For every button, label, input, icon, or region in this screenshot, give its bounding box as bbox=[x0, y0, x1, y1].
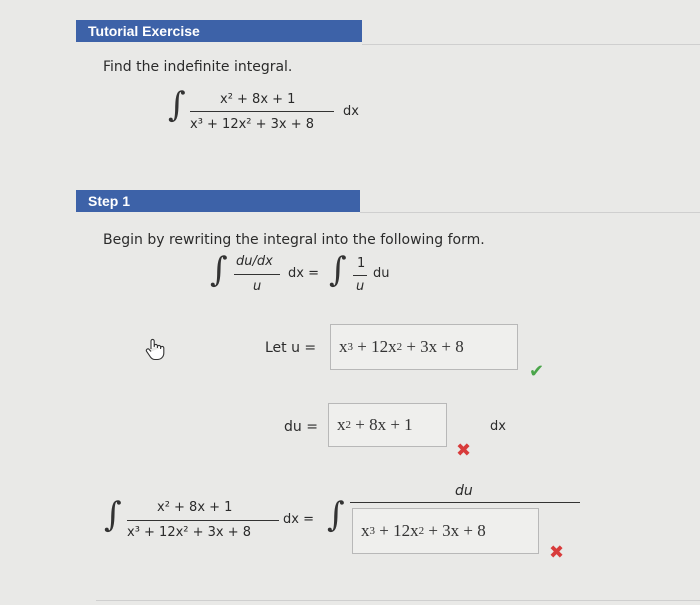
final-answer-exp2: 2 bbox=[418, 525, 425, 537]
bottom-divider bbox=[96, 600, 700, 601]
du-answer-field[interactable] bbox=[328, 403, 447, 447]
u-answer-tail: + 3x + 8 bbox=[402, 337, 464, 356]
final-rhs-numerator: du bbox=[455, 483, 473, 499]
du-answer-base: x bbox=[337, 415, 346, 434]
integrand-fraction-bar bbox=[190, 111, 334, 112]
let-u-label: Let u = bbox=[265, 340, 317, 356]
final-answer-tail: + 3x + 8 bbox=[424, 521, 486, 540]
integrand-differential: dx bbox=[343, 104, 359, 119]
u-answer-mid: + 12x bbox=[353, 337, 397, 356]
final-answer-exp3: 3 bbox=[369, 525, 375, 537]
final-answer-field[interactable] bbox=[352, 508, 539, 554]
form-integral-right-icon: ∫ bbox=[329, 250, 347, 290]
du-label: du = bbox=[284, 419, 318, 435]
hand-pointer-icon bbox=[144, 337, 166, 361]
tutorial-header: Tutorial Exercise bbox=[76, 20, 362, 42]
du-suffix-dx: dx bbox=[490, 419, 506, 434]
tutorial-divider bbox=[362, 44, 700, 45]
step1-header: Step 1 bbox=[76, 190, 360, 212]
final-answer-mid: + 12x bbox=[375, 521, 419, 540]
u-answer-exp3: 3 bbox=[347, 341, 353, 353]
step1-divider bbox=[360, 212, 700, 213]
u-answer-field[interactable] bbox=[330, 324, 518, 370]
form-left-dx: dx = bbox=[288, 266, 319, 281]
integrand-denominator: x³ + 12x² + 3x + 8 bbox=[190, 117, 315, 132]
final-integral-left-icon: ∫ bbox=[104, 495, 122, 535]
step1-instruction: Begin by rewriting the integral into the following form. bbox=[103, 232, 485, 248]
u-answer-exp2: 2 bbox=[396, 341, 403, 353]
u-answer-base: x bbox=[339, 337, 348, 356]
form-right-numerator: 1 bbox=[357, 256, 366, 271]
form-right-du: du bbox=[373, 266, 390, 281]
form-left-denominator: u bbox=[253, 279, 262, 294]
final-answer-base: x bbox=[361, 521, 370, 540]
form-left-numerator: du/dx bbox=[236, 254, 273, 269]
form-integral-left-icon: ∫ bbox=[210, 250, 228, 290]
tutorial-prompt: Find the indefinite integral. bbox=[103, 59, 293, 75]
du-answer-tail: + 8x + 1 bbox=[351, 415, 413, 434]
final-incorrect-x-icon: ✖ bbox=[549, 542, 565, 563]
final-rhs-fraction-bar bbox=[350, 502, 580, 503]
form-left-fraction-bar bbox=[234, 274, 280, 275]
du-answer-exp2: 2 bbox=[345, 419, 351, 431]
final-dx: dx = bbox=[283, 512, 314, 527]
integrand-numerator: x² + 8x + 1 bbox=[220, 92, 296, 107]
form-right-denominator: u bbox=[356, 279, 365, 294]
integral-sign-icon: ∫ bbox=[168, 85, 186, 125]
du-incorrect-x-icon: ✖ bbox=[456, 440, 472, 461]
final-numerator: x² + 8x + 1 bbox=[157, 500, 233, 515]
form-right-fraction-bar bbox=[353, 275, 367, 276]
final-fraction-bar bbox=[127, 520, 279, 521]
u-correct-check-icon: ✔ bbox=[529, 361, 545, 382]
final-denominator: x³ + 12x² + 3x + 8 bbox=[127, 525, 252, 540]
final-integral-right-icon: ∫ bbox=[327, 495, 345, 535]
